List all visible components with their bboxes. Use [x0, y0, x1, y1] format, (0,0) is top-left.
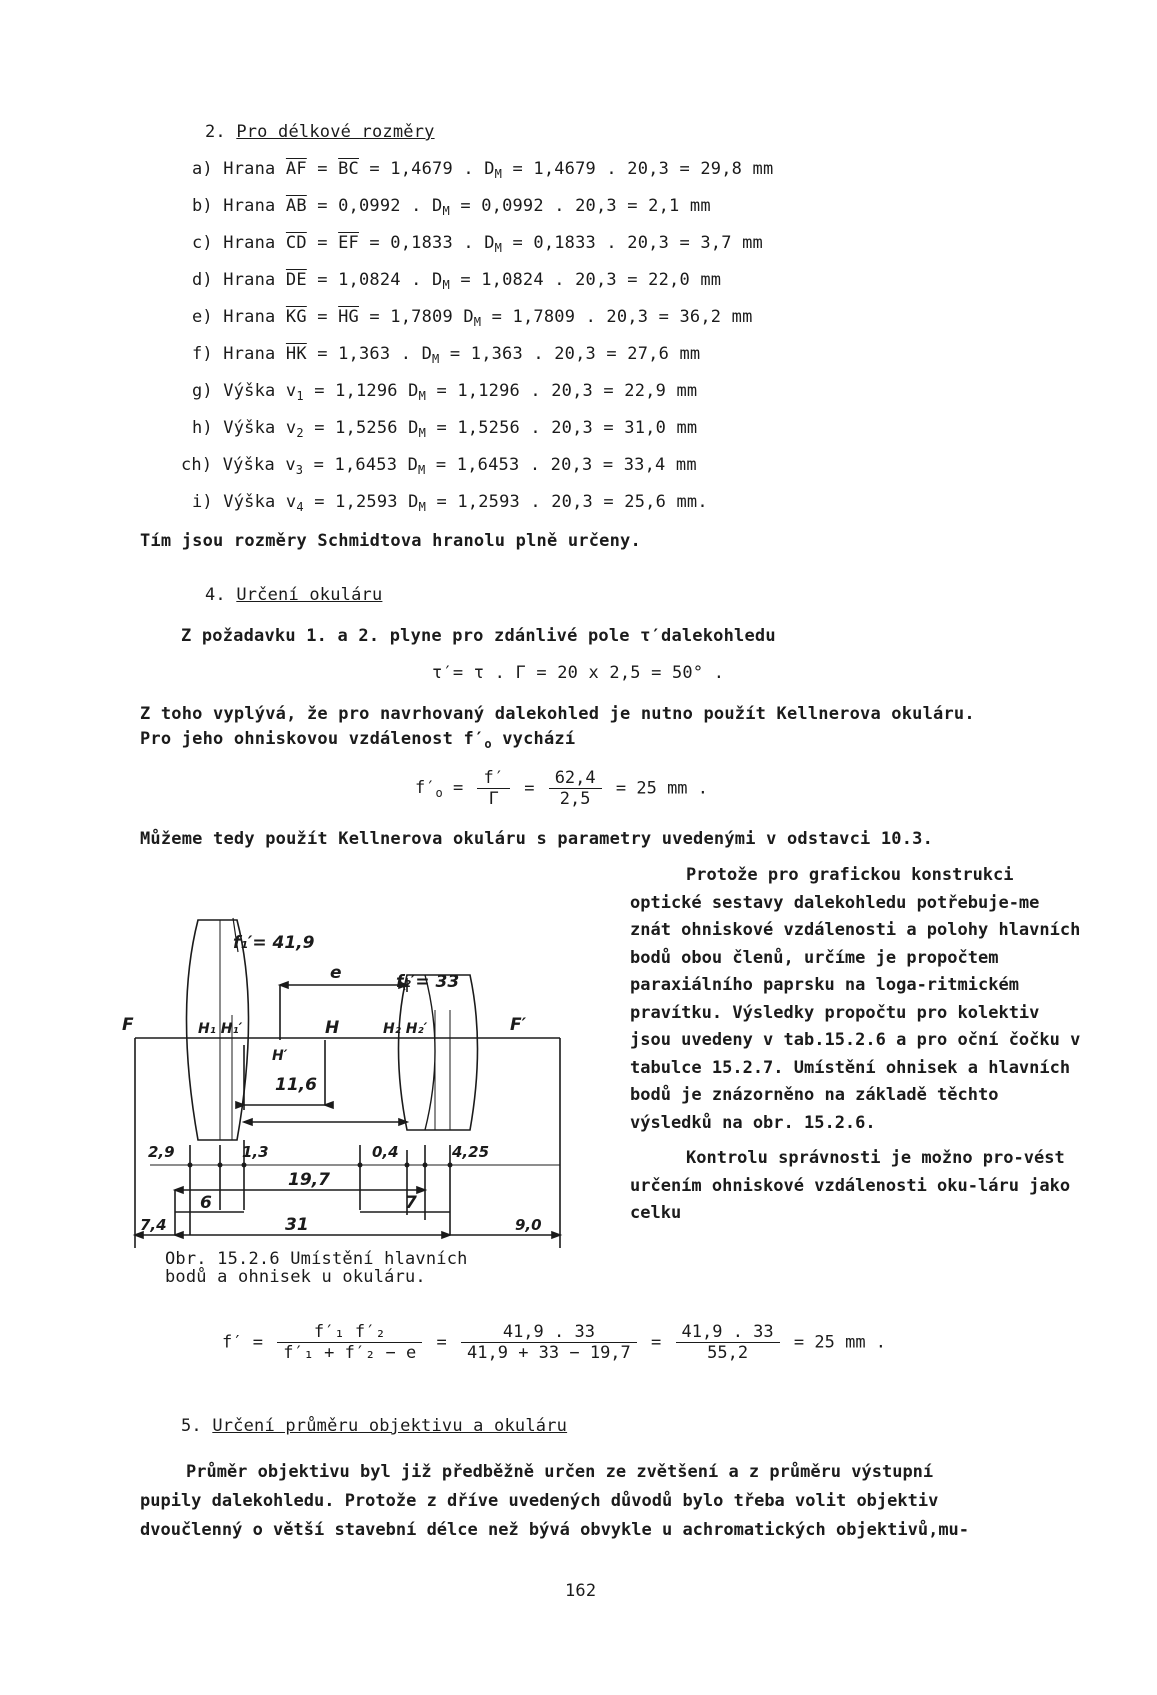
figure-caption: Obr. 15.2.6 Umístění hlavních bodů a ohnisek u okuláru.: [165, 1249, 468, 1287]
section-2-conclusion: Tím jsou rozměry Schmidtova hranolu plně určeny.: [140, 531, 641, 551]
label-6: 6: [200, 1193, 212, 1213]
item-h: h) Výška $v_2 = 1,5256$ $D_M = 1,5256$ . 20,3 = 31,0 mm: [192, 418, 698, 440]
section-number: 2.: [205, 122, 226, 142]
right-paragraph-2: Kontrolu správnosti je možno pro-vést určením ohniskové vzdálenosti oku-láru jako celku: [630, 1148, 1071, 1223]
label-31: 31: [285, 1215, 309, 1235]
section-4-heading: 4. Určení okuláru: [205, 585, 383, 605]
item-a: a) Hrana $\overline{AF} = \overline{BC} = 1,4679$ . $D_M = 1,4679$ . 20,3 = 29,8 mm: [192, 159, 774, 181]
label-H-prime: H′: [272, 1048, 288, 1064]
label-F: F: [122, 1015, 134, 1035]
label-19-7: 19,7: [288, 1170, 330, 1190]
section-5-line-2: pupily dalekohledu. Protože z dříve uvedených důvodů bylo třeba volit objektiv: [140, 1491, 939, 1511]
right-column-text: [630, 862, 1085, 1228]
label-H1: H₁ H₁′: [198, 1021, 243, 1037]
label-f1: f₁′= 41,9: [233, 933, 315, 953]
page-number: 162: [565, 1581, 597, 1601]
eyepiece-focal-formula: $f'_o$ = $\frac{f'}{\Gamma}$ = $\frac{62,4}{2,5}$ = 25 mm .: [415, 768, 709, 809]
combined-focal-formula: f′ = $\frac{\text{f′₁ f′₂}}{\text{f′₁ + f′₂ − e}}$ = $\frac{41,9 . 33}{41,9 + 33 - 19,7}$ = $\frac{41,9 . 33}{55,2}$ = 25 mm .: [222, 1322, 887, 1363]
item-ch: ch) Výška $v_3 = 1,6453$ $D_M = 1,6453$ . 20,3 = 33,4 mm: [181, 455, 697, 477]
item-d: d) Hrana $\overline{DE} = 1,0824$ . $D_M = 1,0824$ . 20,3 = 22,0 mm: [192, 270, 722, 292]
label-7-4: 7,4: [140, 1216, 167, 1234]
label-9-0: 9,0: [515, 1216, 542, 1234]
eyepiece-diagram: [120, 890, 590, 1260]
section-title: Pro délkové rozměry: [236, 122, 435, 142]
label-H: H: [325, 1018, 340, 1038]
label-7: 7: [405, 1193, 417, 1213]
section-4-line-1: Z požadavku 1. a 2. plyne pro zdánlivé pole τ′dalekohledu: [181, 626, 776, 646]
apparent-field-formula: τ′= τ . Γ = 20 x 2,5 = 50° .: [432, 663, 725, 683]
item-b: b) Hrana $\overline{AB} = 0,0992$ . $D_M = 0,0992$ . 20,3 = 2,1 mm: [192, 196, 711, 218]
label-11-6: 11,6: [275, 1075, 317, 1095]
section-4-line-4: Můžeme tedy použít Kellnerova okuláru s parametry uvedenými v odstavci 10.3.: [140, 829, 934, 849]
section-5-line-3: dvoučlenný o větší stavební délce než bývá obvykle u achromatických objektivů,mu-: [140, 1520, 970, 1540]
item-i: i) Výška $v_4 = 1,2593$ $D_M = 1,2593$ . 20,3 = 25,6 mm.: [192, 492, 708, 514]
item-f: f) Hrana $\overline{HK} = 1,363$ . $D_M = 1,363$ . 20,3 = 27,6 mm: [192, 344, 701, 366]
label-2-9: 2,9: [148, 1143, 175, 1161]
label-f2: f₂′= 33: [396, 972, 460, 992]
section-5-line-1: Průměr objektivu byl již předběžně určen ze zvětšení a z průměru výstupní: [186, 1462, 934, 1482]
label-F-prime: F′: [510, 1015, 527, 1035]
section-4-line-3: Pro jeho ohniskovou vzdálenost $f'_o$ vychází: [140, 729, 576, 751]
label-0-4: 0,4: [372, 1143, 399, 1161]
item-g: g) Výška $v_1 = 1,1296$ $D_M = 1,1296$ . 20,3 = 22,9 mm: [192, 381, 698, 403]
item-c: c) Hrana $\overline{CD} = \overline{EF} = 0,1833$ . $D_M = 0,1833$ . 20,3 = 3,7 mm: [192, 233, 763, 255]
label-1-3: 1,3: [242, 1143, 269, 1161]
section-2-heading: [205, 121, 435, 143]
label-4-25: 4,25: [452, 1143, 490, 1161]
label-H2: H₂ H₂′: [383, 1021, 428, 1037]
label-e: e: [330, 963, 342, 983]
eye-lens: [399, 975, 478, 1130]
section-5-heading: 5. Určení průměru objektivu a okuláru: [181, 1416, 568, 1436]
section-4-line-2: Z toho vyplývá, že pro navrhovaný dalekohled je nutno použít Kellnerova okuláru.: [140, 704, 975, 724]
item-e: e) Hrana $\overline{KG} = \overline{HG} = 1,7809$ $D_M = 1,7809$ . 20,3 = 36,2 mm: [192, 307, 753, 329]
right-paragraph-1: Protože pro grafickou konstrukci optické sestavy dalekohledu potřebuje-me znát ohniskové vzdálenosti a polohy hlavních bodů obou členů, určíme je propočtem paraxiálního paprsku na loga-ritmickém pravítku. Výsledky propočtu pro kolektiv jsou uvedeny v tab.15.2.6 a pro oční čočku v tabulce 15.2.7. Umístění ohnisek a hlavních bodů je znázorněno na základě těchto výsledků na obr. 15.2.6.: [630, 865, 1081, 1133]
